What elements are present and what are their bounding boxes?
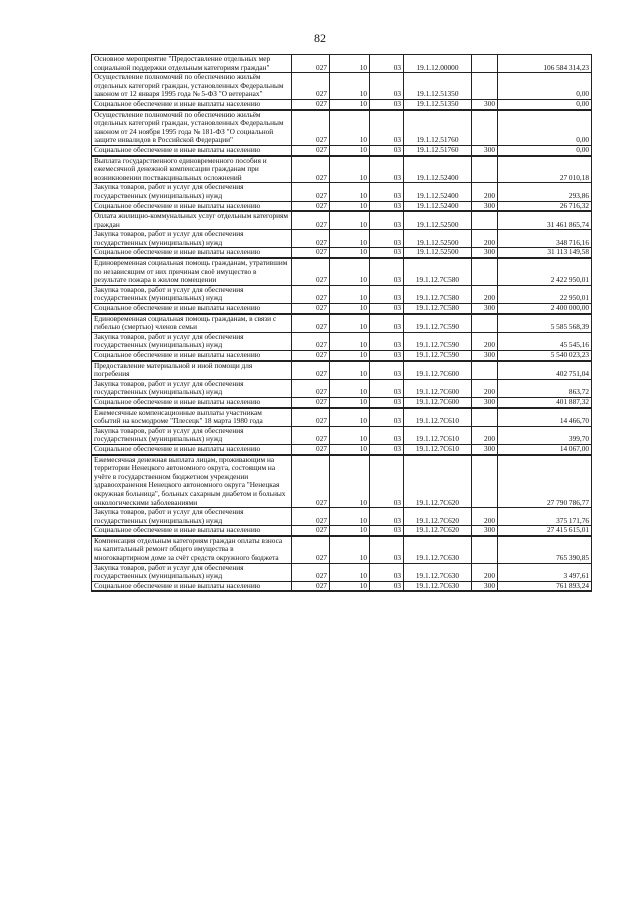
cell-expense-type: 200 <box>472 426 498 444</box>
cell-amount: 27 415 615,01 <box>498 526 592 536</box>
cell-name: Единовременная социальная помощь гражданам, утратившим по независящим от них причинам своё имущество в результате пожара в жилом помещении <box>92 258 292 285</box>
cell-section: 10 <box>330 426 370 444</box>
cell-admin-code: 027 <box>292 444 330 454</box>
cell-name: Осуществление полномочий по обеспечению жильём отдельных категорий граждан, установленных Федеральным законом от 12 января 1995 года № 5-ФЗ "О ветеранах" <box>92 73 292 100</box>
cell-expense-type: 300 <box>472 201 498 211</box>
table-row <box>92 258 592 285</box>
cell-section: 10 <box>330 201 370 211</box>
cell-expense-type: 300 <box>472 145 498 155</box>
cell-amount: 45 545,16 <box>498 332 592 350</box>
cell-admin-code: 027 <box>292 304 330 314</box>
cell-admin-code: 027 <box>292 526 330 536</box>
cell-admin-code: 027 <box>292 73 330 100</box>
table-row <box>92 426 592 444</box>
cell-section: 10 <box>330 73 370 100</box>
table-row <box>92 211 592 230</box>
cell-name: Социальное обеспечение и иные выплаты населению <box>92 581 292 591</box>
cell-admin-code: 027 <box>292 563 330 581</box>
cell-admin-code: 027 <box>292 110 330 146</box>
cell-target-article: 19.1.12.7С600 <box>404 361 472 380</box>
cell-section: 10 <box>330 55 370 73</box>
cell-target-article: 19.1.12.52500 <box>404 248 472 258</box>
cell-subsection: 03 <box>370 110 404 146</box>
cell-admin-code: 027 <box>292 99 330 109</box>
cell-expense-type: 200 <box>472 183 498 201</box>
cell-name: Социальное обеспечение и иные выплаты населению <box>92 248 292 258</box>
cell-admin-code: 027 <box>292 285 330 303</box>
cell-admin-code: 027 <box>292 201 330 211</box>
cell-expense-type: 300 <box>472 397 498 407</box>
table-row <box>92 99 592 109</box>
cell-amount: 106 584 314,23 <box>498 55 592 73</box>
cell-subsection: 03 <box>370 99 404 109</box>
cell-section: 10 <box>330 581 370 591</box>
cell-amount: 31 461 865,74 <box>498 211 592 230</box>
cell-expense-type: 200 <box>472 508 498 526</box>
table-row <box>92 285 592 303</box>
table-row <box>92 444 592 454</box>
cell-section: 10 <box>330 526 370 536</box>
cell-amount: 22 950,01 <box>498 285 592 303</box>
cell-amount: 401 887,32 <box>498 397 592 407</box>
cell-subsection: 03 <box>370 332 404 350</box>
cell-name: Социальное обеспечение и иные выплаты населению <box>92 351 292 361</box>
cell-admin-code: 027 <box>292 314 330 333</box>
cell-admin-code: 027 <box>292 258 330 285</box>
cell-subsection: 03 <box>370 351 404 361</box>
cell-target-article: 19.1.12.7С620 <box>404 526 472 536</box>
cell-name: Закупка товаров, работ и услуг для обеспечения государственных (муниципальных) нужд <box>92 230 292 248</box>
cell-expense-type <box>472 55 498 73</box>
cell-name: Оплата жилищно-коммунальных услуг отдельным категориям граждан <box>92 211 292 230</box>
cell-target-article: 19.1.12.51760 <box>404 145 472 155</box>
cell-section: 10 <box>330 408 370 427</box>
cell-subsection: 03 <box>370 258 404 285</box>
cell-target-article: 19.1.12.7С590 <box>404 332 472 350</box>
cell-subsection: 03 <box>370 201 404 211</box>
cell-target-article: 19.1.12.7С630 <box>404 563 472 581</box>
cell-admin-code: 027 <box>292 426 330 444</box>
cell-name: Закупка товаров, работ и услуг для обеспечения государственных (муниципальных) нужд <box>92 379 292 397</box>
cell-section: 10 <box>330 379 370 397</box>
cell-subsection: 03 <box>370 248 404 258</box>
cell-admin-code: 027 <box>292 408 330 427</box>
cell-name: Социальное обеспечение и иные выплаты населению <box>92 304 292 314</box>
cell-admin-code: 027 <box>292 536 330 563</box>
cell-section: 10 <box>330 563 370 581</box>
table-row <box>92 110 592 146</box>
cell-target-article: 19.1.12.51350 <box>404 99 472 109</box>
cell-amount: 402 751,04 <box>498 361 592 380</box>
cell-amount: 2 400 000,00 <box>498 304 592 314</box>
cell-amount: 27 010,18 <box>498 156 592 183</box>
cell-subsection: 03 <box>370 408 404 427</box>
table-row <box>92 508 592 526</box>
cell-name: Выплата государственного единовременного пособия и ежемесячной денежной компенсации гражданам при возникновении поствакцинальных осложнений <box>92 156 292 183</box>
cell-subsection: 03 <box>370 230 404 248</box>
cell-expense-type <box>472 211 498 230</box>
cell-subsection: 03 <box>370 314 404 333</box>
cell-target-article: 19.1.12.7С590 <box>404 314 472 333</box>
cell-name: Закупка товаров, работ и услуг для обеспечения государственных (муниципальных) нужд <box>92 508 292 526</box>
cell-expense-type <box>472 314 498 333</box>
cell-subsection: 03 <box>370 211 404 230</box>
table-row <box>92 379 592 397</box>
cell-name: Социальное обеспечение и иные выплаты населению <box>92 145 292 155</box>
cell-subsection: 03 <box>370 397 404 407</box>
cell-expense-type: 300 <box>472 351 498 361</box>
table-row <box>92 563 592 581</box>
cell-amount: 399,70 <box>498 426 592 444</box>
cell-amount: 3 497,61 <box>498 563 592 581</box>
cell-target-article: 19.1.12.7С620 <box>404 508 472 526</box>
cell-name: Социальное обеспечение и иные выплаты населению <box>92 397 292 407</box>
cell-target-article: 19.1.12.7С600 <box>404 379 472 397</box>
table-row <box>92 455 592 508</box>
cell-expense-type: 300 <box>472 304 498 314</box>
cell-name: Осуществление полномочий по обеспечению жильём отдельных категорий граждан, установленных Федеральным законом от 24 ноября 1995 года № 181-ФЗ "О социальной защите инвалидов в Российской Федерации" <box>92 110 292 146</box>
table-row <box>92 145 592 155</box>
cell-subsection: 03 <box>370 508 404 526</box>
table-body <box>92 55 592 592</box>
cell-expense-type: 200 <box>472 285 498 303</box>
table-row <box>92 526 592 536</box>
cell-admin-code: 027 <box>292 230 330 248</box>
cell-section: 10 <box>330 156 370 183</box>
cell-section: 10 <box>330 145 370 155</box>
cell-section: 10 <box>330 332 370 350</box>
cell-target-article: 19.1.12.7С600 <box>404 397 472 407</box>
cell-target-article: 19.1.12.7С630 <box>404 536 472 563</box>
cell-subsection: 03 <box>370 183 404 201</box>
cell-expense-type <box>472 73 498 100</box>
table-row <box>92 183 592 201</box>
cell-section: 10 <box>330 285 370 303</box>
table-row <box>92 408 592 427</box>
cell-amount: 14 067,00 <box>498 444 592 454</box>
cell-name: Закупка товаров, работ и услуг для обеспечения государственных (муниципальных) нужд <box>92 426 292 444</box>
cell-target-article: 19.1.12.7С580 <box>404 285 472 303</box>
table-row <box>92 351 592 361</box>
cell-target-article: 19.1.12.7С590 <box>404 351 472 361</box>
cell-amount: 765 390,85 <box>498 536 592 563</box>
cell-subsection: 03 <box>370 156 404 183</box>
cell-subsection: 03 <box>370 304 404 314</box>
cell-admin-code: 027 <box>292 581 330 591</box>
cell-amount: 0,00 <box>498 73 592 100</box>
table-row <box>92 201 592 211</box>
cell-name: Ежемесячные компенсационные выплаты участникам событий на космодроме "Плесецк" 18 марта 1980 года <box>92 408 292 427</box>
cell-subsection: 03 <box>370 145 404 155</box>
cell-admin-code: 027 <box>292 332 330 350</box>
cell-amount: 27 790 786,77 <box>498 455 592 508</box>
cell-admin-code: 027 <box>292 455 330 508</box>
cell-amount: 761 893,24 <box>498 581 592 591</box>
table-row <box>92 230 592 248</box>
cell-section: 10 <box>330 536 370 563</box>
cell-name: Единовременная социальная помощь гражданам, в связи с гибелью (смертью) членов семьи <box>92 314 292 333</box>
cell-target-article: 19.1.12.7С630 <box>404 581 472 591</box>
cell-amount: 863,72 <box>498 379 592 397</box>
cell-name: Закупка товаров, работ и услуг для обеспечения государственных (муниципальных) нужд <box>92 332 292 350</box>
cell-subsection: 03 <box>370 361 404 380</box>
cell-section: 10 <box>330 304 370 314</box>
cell-target-article: 19.1.12.7С610 <box>404 426 472 444</box>
cell-subsection: 03 <box>370 426 404 444</box>
cell-name: Социальное обеспечение и иные выплаты населению <box>92 99 292 109</box>
cell-amount: 26 716,32 <box>498 201 592 211</box>
cell-section: 10 <box>330 508 370 526</box>
cell-section: 10 <box>330 211 370 230</box>
cell-amount: 5 585 568,39 <box>498 314 592 333</box>
cell-target-article: 19.1.12.52400 <box>404 201 472 211</box>
cell-subsection: 03 <box>370 536 404 563</box>
cell-amount: 348 716,16 <box>498 230 592 248</box>
cell-admin-code: 027 <box>292 55 330 73</box>
cell-name: Основное мероприятие "Предоставление отдельных мер социальной поддержки отдельным категориям граждан" <box>92 55 292 73</box>
table-row <box>92 581 592 591</box>
cell-name: Социальное обеспечение и иные выплаты населению <box>92 526 292 536</box>
cell-name: Социальное обеспечение и иные выплаты населению <box>92 201 292 211</box>
cell-admin-code: 027 <box>292 183 330 201</box>
cell-amount: 375 171,76 <box>498 508 592 526</box>
cell-expense-type <box>472 536 498 563</box>
table-row <box>92 397 592 407</box>
table-row <box>92 332 592 350</box>
cell-section: 10 <box>330 99 370 109</box>
cell-expense-type: 300 <box>472 526 498 536</box>
cell-expense-type <box>472 361 498 380</box>
cell-amount: 14 466,70 <box>498 408 592 427</box>
table-row <box>92 304 592 314</box>
cell-amount: 2 422 950,01 <box>498 258 592 285</box>
table-row <box>92 536 592 563</box>
cell-expense-type <box>472 408 498 427</box>
cell-target-article: 19.1.12.7С620 <box>404 455 472 508</box>
cell-amount: 31 113 149,58 <box>498 248 592 258</box>
cell-expense-type: 200 <box>472 230 498 248</box>
table-row <box>92 314 592 333</box>
cell-expense-type: 200 <box>472 563 498 581</box>
cell-target-article: 19.1.12.51350 <box>404 73 472 100</box>
cell-subsection: 03 <box>370 526 404 536</box>
cell-expense-type: 300 <box>472 444 498 454</box>
cell-amount: 5 540 023,23 <box>498 351 592 361</box>
cell-subsection: 03 <box>370 55 404 73</box>
cell-section: 10 <box>330 258 370 285</box>
cell-expense-type <box>472 110 498 146</box>
cell-name: Предоставление материальной и иной помощи для погребения <box>92 361 292 380</box>
cell-expense-type <box>472 258 498 285</box>
cell-target-article: 19.1.12.7С610 <box>404 408 472 427</box>
page-number: 82 <box>314 31 326 45</box>
cell-target-article: 19.1.12.7С580 <box>404 258 472 285</box>
cell-section: 10 <box>330 361 370 380</box>
cell-admin-code: 027 <box>292 379 330 397</box>
cell-section: 10 <box>330 397 370 407</box>
cell-section: 10 <box>330 314 370 333</box>
cell-subsection: 03 <box>370 73 404 100</box>
cell-admin-code: 027 <box>292 508 330 526</box>
cell-target-article: 19.1.12.52400 <box>404 156 472 183</box>
cell-section: 10 <box>330 110 370 146</box>
cell-admin-code: 027 <box>292 145 330 155</box>
cell-target-article: 19.1.12.52500 <box>404 211 472 230</box>
cell-subsection: 03 <box>370 581 404 591</box>
budget-table <box>91 54 592 592</box>
cell-amount: 293,86 <box>498 183 592 201</box>
cell-section: 10 <box>330 230 370 248</box>
cell-expense-type: 200 <box>472 332 498 350</box>
cell-admin-code: 027 <box>292 361 330 380</box>
cell-admin-code: 027 <box>292 351 330 361</box>
table-row <box>92 55 592 73</box>
cell-section: 10 <box>330 183 370 201</box>
cell-subsection: 03 <box>370 455 404 508</box>
cell-subsection: 03 <box>370 563 404 581</box>
cell-admin-code: 027 <box>292 211 330 230</box>
cell-target-article: 19.1.12.7С610 <box>404 444 472 454</box>
cell-amount: 0,00 <box>498 110 592 146</box>
cell-subsection: 03 <box>370 379 404 397</box>
cell-section: 10 <box>330 444 370 454</box>
cell-target-article: 19.1.12.52400 <box>404 183 472 201</box>
cell-name: Закупка товаров, работ и услуг для обеспечения государственных (муниципальных) нужд <box>92 183 292 201</box>
cell-amount: 0,00 <box>498 145 592 155</box>
cell-name: Компенсация отдельным категориям граждан оплаты взноса на капитальный ремонт общего имущества в многоквартирном доме за счёт средств окружного бюджета <box>92 536 292 563</box>
cell-section: 10 <box>330 455 370 508</box>
cell-subsection: 03 <box>370 444 404 454</box>
cell-expense-type <box>472 455 498 508</box>
cell-name: Социальное обеспечение и иные выплаты населению <box>92 444 292 454</box>
cell-admin-code: 027 <box>292 397 330 407</box>
cell-name: Ежемесячная денежная выплата лицам, проживающим на территории Ненецкого автономного округа, состоящим на учёте в государственном бюджетном учреждении здравоохранения Ненецкого автономного округа "Ненецкая окружная больница", больных сахарным диабетом и больных онкологическими заболеваниями <box>92 455 292 508</box>
cell-name: Закупка товаров, работ и услуг для обеспечения государственных (муниципальных) нужд <box>92 563 292 581</box>
table-row <box>92 361 592 380</box>
cell-admin-code: 027 <box>292 156 330 183</box>
table-row <box>92 248 592 258</box>
cell-target-article: 19.1.12.51760 <box>404 110 472 146</box>
cell-amount: 0,00 <box>498 99 592 109</box>
cell-expense-type: 200 <box>472 379 498 397</box>
cell-subsection: 03 <box>370 285 404 303</box>
cell-target-article: 19.1.12.00000 <box>404 55 472 73</box>
cell-expense-type: 300 <box>472 581 498 591</box>
cell-section: 10 <box>330 248 370 258</box>
cell-section: 10 <box>330 351 370 361</box>
cell-target-article: 19.1.12.7С580 <box>404 304 472 314</box>
cell-expense-type <box>472 156 498 183</box>
cell-target-article: 19.1.12.52500 <box>404 230 472 248</box>
table-row <box>92 73 592 100</box>
cell-expense-type: 300 <box>472 99 498 109</box>
cell-expense-type: 300 <box>472 248 498 258</box>
table-row <box>92 156 592 183</box>
cell-name: Закупка товаров, работ и услуг для обеспечения государственных (муниципальных) нужд <box>92 285 292 303</box>
cell-admin-code: 027 <box>292 248 330 258</box>
